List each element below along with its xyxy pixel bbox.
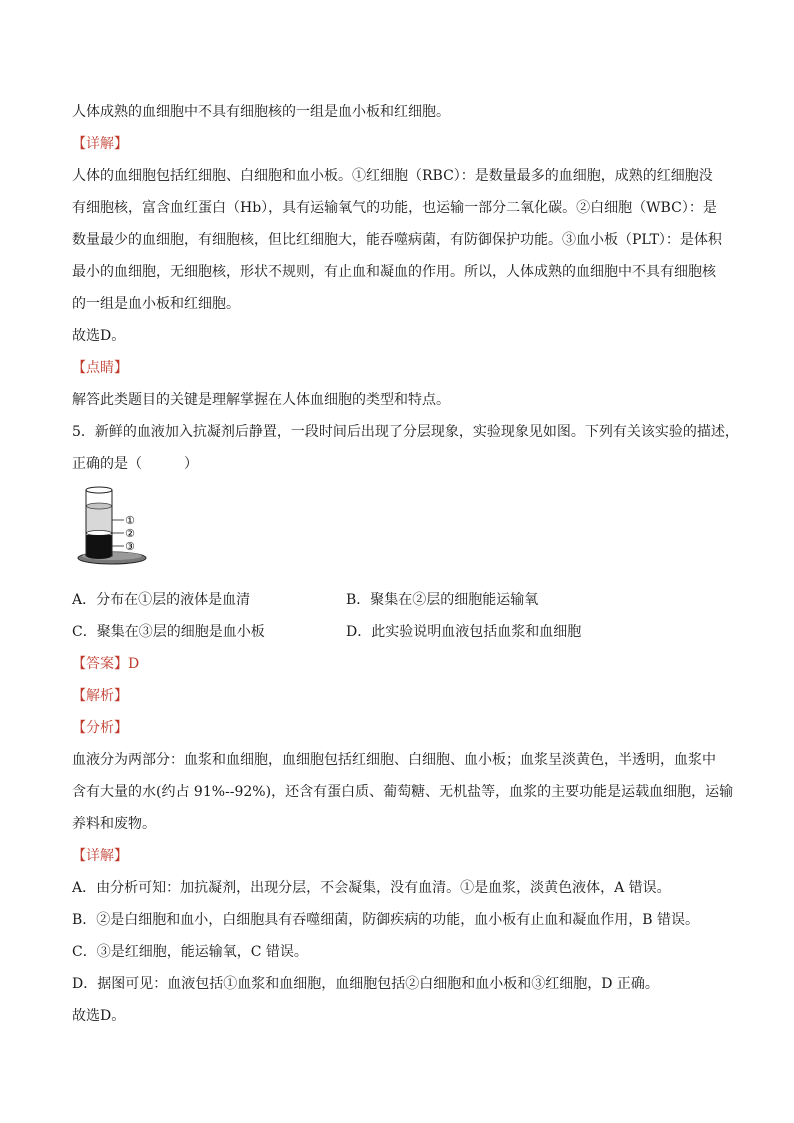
text-line: B．②是白细胞和血小，白细胞具有吞噬细菌，防御疾病的功能，血小板有止血和凝血作用，B 错误。	[72, 912, 700, 928]
text-line: 养料和废物。	[72, 816, 156, 832]
text-line: 最小的血细胞，无细胞核，形状不规则，有止血和凝血的作用。所以，人体成熟的血细胞中不具有细胞核	[72, 264, 716, 280]
answer-line: 【答案】D	[72, 656, 140, 672]
question-stem: 正确的是（ ）	[72, 456, 198, 472]
text-line: 故选D。	[72, 328, 126, 344]
section-heading-analyze: 【分析】	[72, 720, 128, 736]
text-line: 故选D。	[72, 1008, 126, 1024]
text-line: A．由分析可知：加抗凝剂，出现分层，不会凝集，没有血清。①是血浆，淡黄色液体，A 错误。	[72, 880, 671, 896]
text-line: 血液分为两部分：血浆和血细胞，血细胞包括红细胞、白细胞、血小板；血浆呈淡黄色，半透明，血浆中	[72, 752, 716, 768]
option-b: B．聚集在②层的细胞能运输氧	[346, 592, 539, 608]
text-line: 数量最少的血细胞，有细胞核，但比红细胞大，能吞噬病菌，有防御保护功能。③血小板（PLT）：是体积	[72, 232, 722, 248]
text-line: C．③是红细胞，能运输氧，C 错误。	[72, 944, 308, 960]
section-heading-detail: 【详解】	[72, 136, 128, 152]
layer-label-2: ②	[125, 527, 135, 540]
layer-label-3: ③	[125, 540, 135, 553]
text-line: D．据图可见：血液包括①血浆和血细胞，血细胞包括②白细胞和血小板和③红细胞，D 正确。	[72, 976, 659, 992]
text-line: 解答此类题目的关键是理解掌握在人体血细胞的类型和特点。	[72, 392, 450, 408]
section-heading-tip: 【点睛】	[72, 360, 128, 376]
test-tube-figure	[72, 486, 172, 566]
text-line: 人体成熟的血细胞中不具有细胞核的一组是血小板和红细胞。	[72, 104, 450, 120]
text-line: 的一组是血小板和红细胞。	[72, 296, 240, 312]
section-heading-analysis: 【解析】	[72, 688, 128, 704]
text-line: 有细胞核，富含血红蛋白（Hb），具有运输氧气的功能，也运输一部分二氧化碳。②白细胞（WBC）：是	[72, 200, 717, 216]
text-line: 含有大量的水(约占 91%--92%)，还含有蛋白质、葡萄糖、无机盐等，血浆的主要功能是运载血细胞，运输	[72, 784, 734, 800]
option-a: A．分布在①层的液体是血清	[72, 592, 251, 608]
layer-label-1: ①	[125, 514, 135, 527]
question-stem: 5．新鲜的血液加入抗凝剂后静置，一段时间后出现了分层现象，实验现象见如图。下列有关该实验的描述，	[72, 424, 739, 440]
option-d: D．此实验说明血液包括血浆和血细胞	[346, 624, 582, 640]
option-c: C．聚集在③层的细胞是血小板	[72, 624, 265, 640]
text-line: 人体的血细胞包括红细胞、白细胞和血小板。①红细胞（RBC）：是数量最多的血细胞，成熟的红细胞没	[72, 168, 713, 184]
section-heading-detail: 【详解】	[72, 848, 128, 864]
